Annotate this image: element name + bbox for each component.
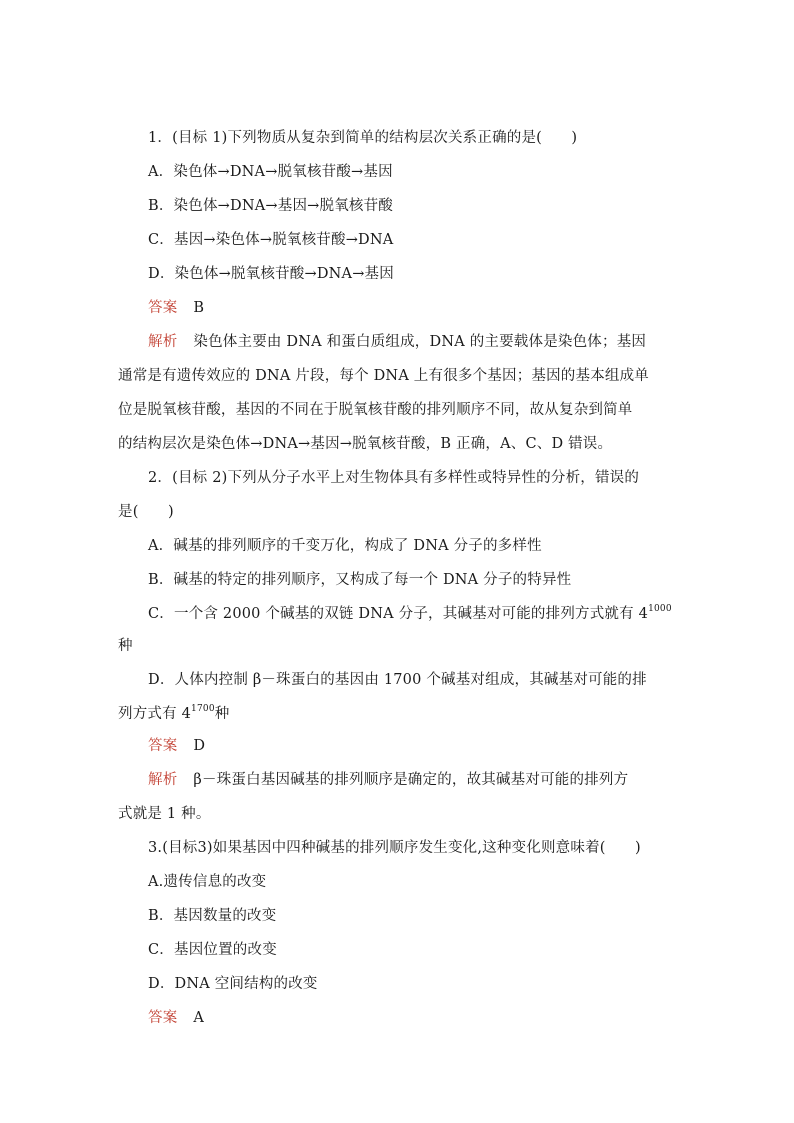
q2-stem-line-2: 是( ) [118,504,174,520]
q1-analysis-text-1: 染色体主要由 DNA 和蛋白质组成，DNA 的主要载体是染色体；基因 [193,334,647,350]
q2-answer-label: 答案 [148,738,178,754]
q2-answer [148,736,205,756]
q3-option-d: D．DNA 空间结构的改变 [148,976,318,992]
q2-answer-value: D [193,738,206,754]
q1-analysis-line-1 [148,332,646,352]
q3-option-b: B．基因数量的改变 [148,908,277,924]
q2-option-a: A．碱基的排列顺序的千变万化，构成了 DNA 分子的多样性 [148,538,542,554]
q2-option-c-text: C．一个含 2000 个碱基的双链 DNA 分子，其碱基对可能的排列方式就有 4 [148,606,649,622]
q2-stem-line-1: 2．(目标 2)下列从分子水平上对生物体具有多样性或特异性的分析，错误的 [148,470,640,486]
q2-analysis-label: 解析 [148,772,178,788]
q1-option-a: A．染色体→DNA→脱氧核苷酸→基因 [148,164,393,180]
q2-option-c-cont: 种 [118,638,133,654]
q2-analysis-line-1 [148,770,628,790]
q2-option-d-text: 列方式有 4 [118,706,192,722]
q1-option-d: D．染色体→脱氧核苷酸→DNA→基因 [148,266,394,282]
q2-option-d-line-1: D．人体内控制 β－珠蛋白的基因由 1700 个碱基对组成，其碱基对可能的排 [148,672,647,688]
q2-analysis-text-1: β－珠蛋白基因碱基的排列顺序是确定的，故其碱基对可能的排列方 [193,772,629,788]
q1-stem: 1．(目标 1)下列物质从复杂到简单的结构层次关系正确的是( ) [148,130,578,146]
q1-option-c: C．基因→染色体→脱氧核苷酸→DNA [148,232,394,248]
q3-answer-value: A [193,1010,205,1026]
q3-stem: 3.(目标3)如果基因中四种碱基的排列顺序发生变化,这种变化则意味着( ) [148,840,641,856]
q1-analysis-line-2: 通常是有遗传效应的 DNA 片段，每个 DNA 上有很多个基因；基因的基本组成单 [118,368,650,384]
q2-option-d-end: 种 [214,706,230,722]
q2-option-c [148,604,672,624]
q2-analysis-line-2: 式就是 1 种。 [118,806,211,822]
q3-answer [148,1008,204,1028]
q2-option-d-line-2 [118,704,229,724]
q1-option-b: B．染色体→DNA→基因→脱氧核苷酸 [148,198,393,214]
q1-analysis-label: 解析 [148,334,178,350]
q2-option-d-exponent: 1700 [191,704,215,714]
q2-option-b: B．碱基的特定的排列顺序，又构成了每一个 DNA 分子的特异性 [148,572,572,588]
q2-option-c-exponent: 1000 [648,604,672,614]
q1-answer [148,298,204,318]
q1-answer-value: B [193,300,205,316]
q1-answer-label: 答案 [148,300,178,316]
q1-analysis-line-4: 的结构层次是染色体→DNA→基因→脱氧核苷酸，B 正确，A、C、D 错误。 [118,436,613,452]
q3-answer-label: 答案 [148,1010,178,1026]
q3-option-c: C．基因位置的改变 [148,942,277,958]
q1-analysis-line-3: 位是脱氧核苷酸，基因的不同在于脱氧核苷酸的排列顺序不同，故从复杂到简单 [118,402,633,418]
q3-option-a: A.遗传信息的改变 [148,874,267,890]
